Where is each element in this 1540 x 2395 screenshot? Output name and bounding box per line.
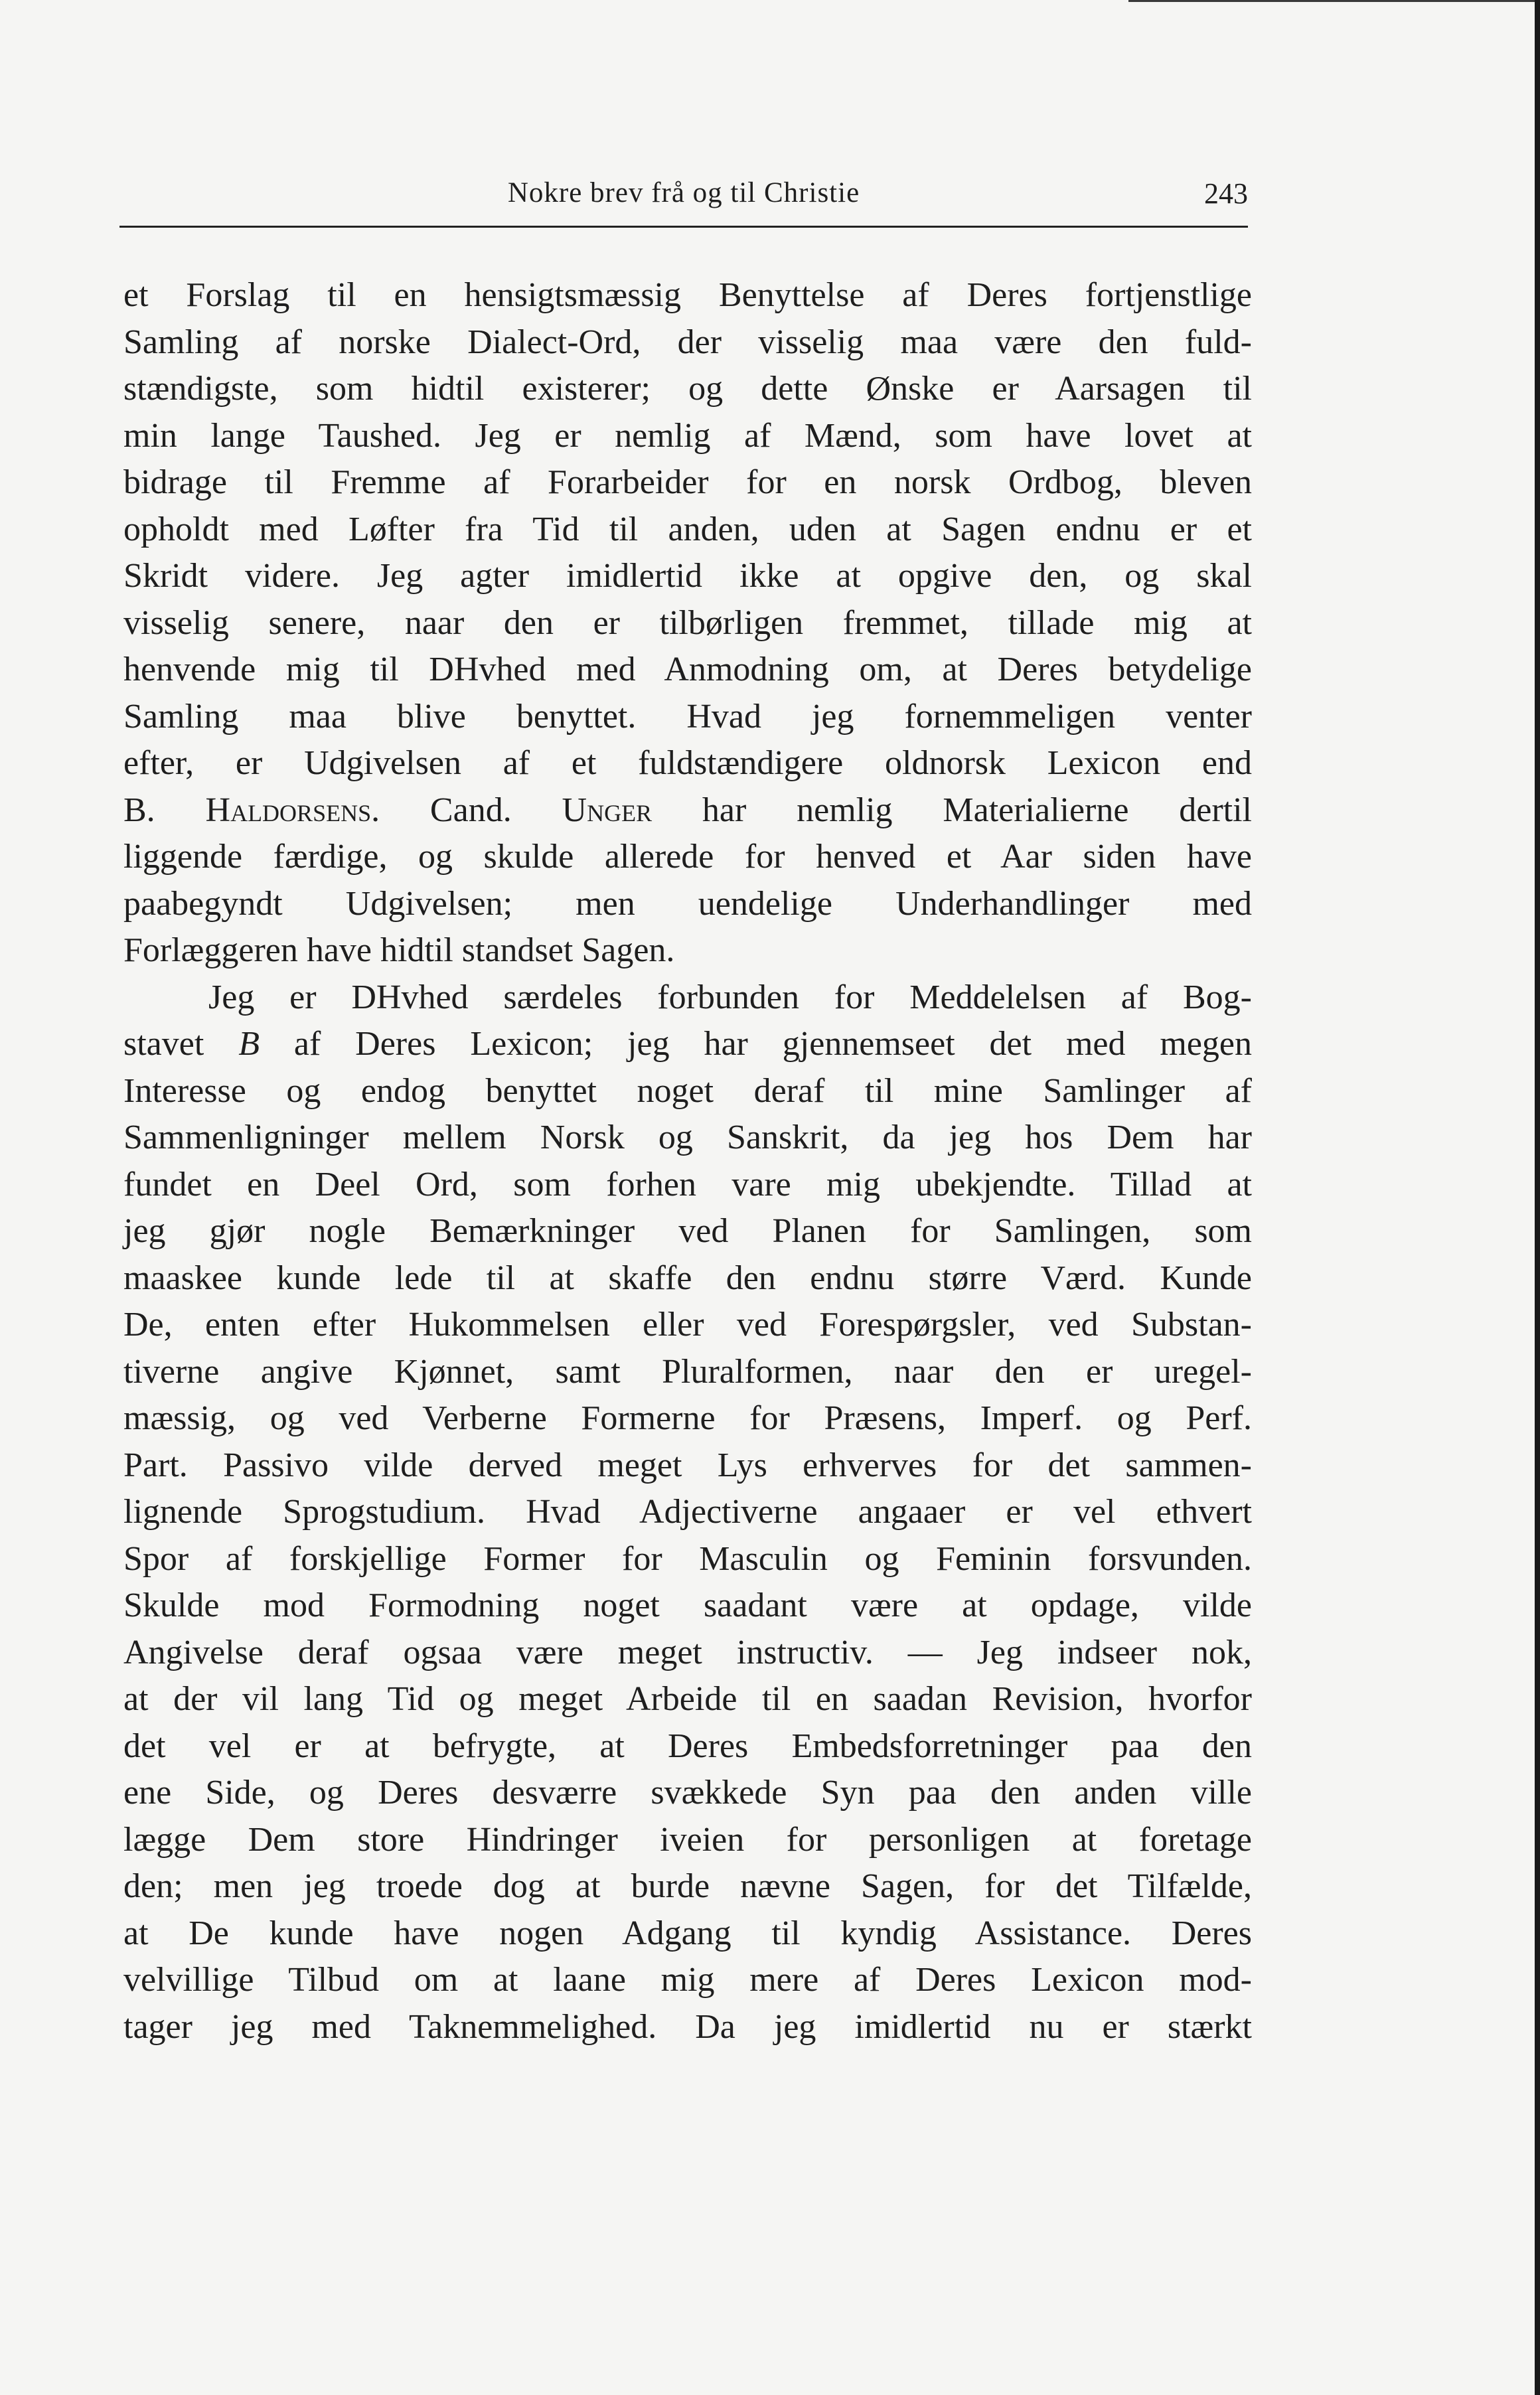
page-header: [119, 171, 1248, 224]
text-line: stændigste, som hidtil existerer; og dette Ønske er Aarsagen til: [123, 370, 1252, 408]
line-text: stavet: [123, 1025, 239, 1063]
text-line: Angivelse deraf ogsaa være meget instructiv. — Jeg indseer nok,: [123, 1633, 1252, 1671]
text-line: paabegyndt Udgivelsen; men uendelige Underhandlinger med: [123, 884, 1252, 923]
text-line: lignende Sprogstudium. Hvad Adjectiverne angaaer er vel ethvert: [123, 1493, 1252, 1531]
running-head: [119, 177, 1248, 209]
text-line: maaskee kunde lede til at skaffe den endnu større Værd. Kunde: [123, 1259, 1252, 1297]
text-line: Spor af forskjellige Former for Masculin og Feminin forsvunden.: [123, 1539, 1252, 1578]
line-text: har nemlig Materialierne dertil: [652, 791, 1253, 829]
text-line: den; men jeg troede dog at burde nævne Sagen, for det Tilfælde,: [123, 1867, 1252, 1905]
text-line: det vel er at befrygte, at Deres Embedsforretninger paa den: [123, 1727, 1252, 1765]
text-line: Samling maa blive benyttet. Hvad jeg fornemmeligen venter: [123, 697, 1252, 735]
text-line: min lange Taushed. Jeg er nemlig af Mænd, som have lovet at: [123, 416, 1252, 455]
page-number: 243: [1204, 177, 1248, 210]
text-line: Interesse og endog benyttet noget deraf til mine Samlinger af: [123, 1071, 1252, 1110]
text-line: at De kunde have nogen Adgang til kyndig Assistance. Deres: [123, 1914, 1252, 1952]
text-line: Sammenligninger mellem Norsk og Sanskrit, da jeg hos Dem har: [123, 1119, 1252, 1156]
text-line: opholdt med Løfter fra Tid til anden, uden at Sagen endnu er et: [123, 510, 1252, 548]
scan-edge-top: [1128, 0, 1540, 2]
text-line: fundet en Deel Ord, som forhen vare mig ubekjendte. Tillad at: [123, 1165, 1252, 1203]
text-line: De, enten efter Hukommelsen eller ved Forespørgsler, ved Substan-: [123, 1306, 1252, 1344]
letter-body: [123, 272, 1252, 2050]
text-line: visselig senere, naar den er tilbørligen fremmet, tillade mig at: [123, 603, 1252, 642]
running-head-text: Nokre brev frå og til Christie: [507, 177, 860, 208]
text-line: Skridt videre. Jeg agter imidlertid ikke at opgive den, og skal: [123, 557, 1252, 595]
author-name-unger: Unger: [562, 791, 653, 829]
text-line: lægge Dem store Hindringer iveien for personligen at foretage: [123, 1820, 1252, 1859]
text-line: bidrage til Fremme af Forarbeider for en norsk Ordbog, bleven: [123, 463, 1252, 501]
text-line: Samling af norske Dialect-Ord, der visselig maa være den fuld-: [123, 323, 1252, 361]
text-line: Jeg er DHvhed særdeles forbunden for Meddelelsen af Bog-: [208, 978, 1252, 1016]
text-line: tager jeg med Taknemmelighed. Da jeg imidlertid nu er stærkt: [123, 2007, 1252, 2046]
text-line: velvillige Tilbud om at laane mig mere af Deres Lexicon mod-: [123, 1961, 1252, 1999]
text-line: at der vil lang Tid og meget Arbeide til en saadan Revision, hvorfor: [123, 1680, 1252, 1718]
text-line: ene Side, og Deres desværre svækkede Syn paa den anden ville: [123, 1774, 1252, 1812]
italic-letter: B: [238, 1025, 260, 1063]
line-text: B.: [123, 791, 206, 829]
line-text: . Cand.: [371, 791, 562, 829]
text-line: mæssig, og ved Verberne Formerne for Præsens, Imperf. og Perf.: [123, 1399, 1252, 1437]
text-line: efter, er Udgivelsen af et fuldstændigere oldnorsk Lexicon end: [123, 744, 1252, 782]
header-rule: [119, 226, 1248, 228]
author-name-haldorsen: Haldorsens: [205, 791, 372, 829]
text-line: [123, 1021, 1252, 1068]
text-line: tiverne angive Kjønnet, samt Pluralformen, naar den er uregel-: [123, 1352, 1252, 1391]
text-line: henvende mig til DHvhed med Anmodning om, at Deres betydelige: [123, 651, 1252, 688]
text-line: [123, 787, 1252, 834]
text-line: Forlæggeren have hidtil standset Sagen.: [123, 931, 675, 969]
scan-edge-right: [1535, 0, 1540, 2395]
text-line: Skulde mod Formodning noget saadant være at opdage, vilde: [123, 1586, 1252, 1624]
text-line: et Forslag til en hensigtsmæssig Benyttelse af Deres fortjenstlige: [123, 276, 1252, 314]
text-line: liggende færdige, og skulde allerede for henved et Aar siden have: [123, 838, 1252, 876]
line-text: af Deres Lexicon; jeg har gjennemseet det med megen: [259, 1025, 1253, 1063]
text-line: jeg gjør nogle Bemærkninger ved Planen for Samlingen, som: [123, 1212, 1252, 1250]
text-line: Part. Passivo vilde derved meget Lys erhverves for det sammen-: [123, 1446, 1252, 1484]
